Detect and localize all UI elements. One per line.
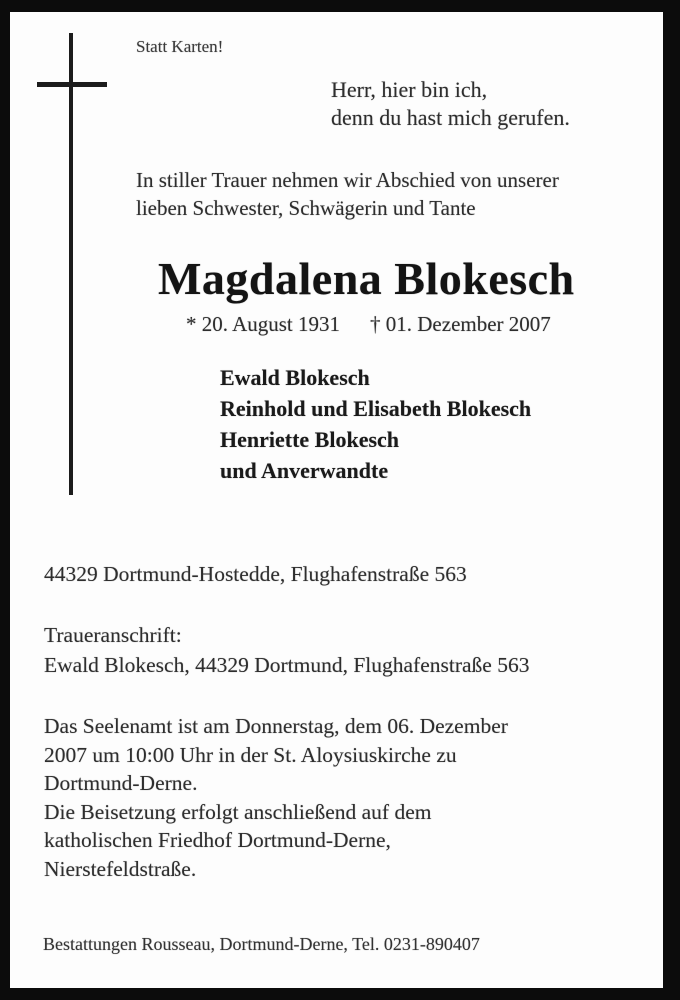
service-info [44,712,508,883]
cross-vertical-bar [69,33,73,495]
home-address-line: 44329 Dortmund-Hostedde, Flughafenstraße 563 [44,562,467,586]
service-line: katholischen Friedhof Dortmund-Derne, [44,828,391,852]
service-line: 2007 um 10:00 Uhr in der St. Aloysiuskirche zu [44,742,457,767]
condolence-address-line: Ewald Blokesch, 44329 Dortmund, Flughafenstraße 563 [44,653,530,677]
condolence-label: Traueranschrift: [44,623,182,647]
mourners-list [220,362,531,486]
intro-text [136,166,559,222]
birth-date: * 20. August 1931 [186,312,341,336]
mourner-line: Reinhold und Elisabeth Blokesch [220,396,532,421]
statt-karten-note: Statt Karten! [136,37,224,56]
mourner-line: Henriette Blokesch [220,427,400,452]
undertaker-line: Bestattungen Rousseau, Dortmund-Derne, Tel. 0231-890407 [43,934,480,954]
intro-line: In stiller Trauer nehmen wir Abschied von unserer [136,168,559,192]
deceased-name: Magdalena Blokesch [158,253,575,304]
epigraph-line: denn du hast mich gerufen. [331,105,570,130]
obituary-card [10,12,663,988]
epigraph [331,76,570,132]
service-line: Das Seelenamt ist am Donnerstag, dem 06. Dezember [44,714,508,738]
service-line: Dortmund-Derne. [44,771,198,795]
mourner-line: Ewald Blokesch [220,365,370,390]
epigraph-line: Herr, hier bin ich, [331,77,488,102]
life-dates [186,312,551,337]
service-line: Nierstefeldstraße. [44,856,197,881]
death-date: † 01. Dezember 2007 [370,312,551,336]
condolence-address-block [44,620,529,680]
mourner-line: und Anverwandte [220,458,389,483]
service-line: Die Beisetzung erfolgt anschließend auf dem [44,799,432,824]
intro-line: lieben Schwester, Schwägerin und Tante [136,196,476,220]
cross-horizontal-bar [37,82,107,87]
